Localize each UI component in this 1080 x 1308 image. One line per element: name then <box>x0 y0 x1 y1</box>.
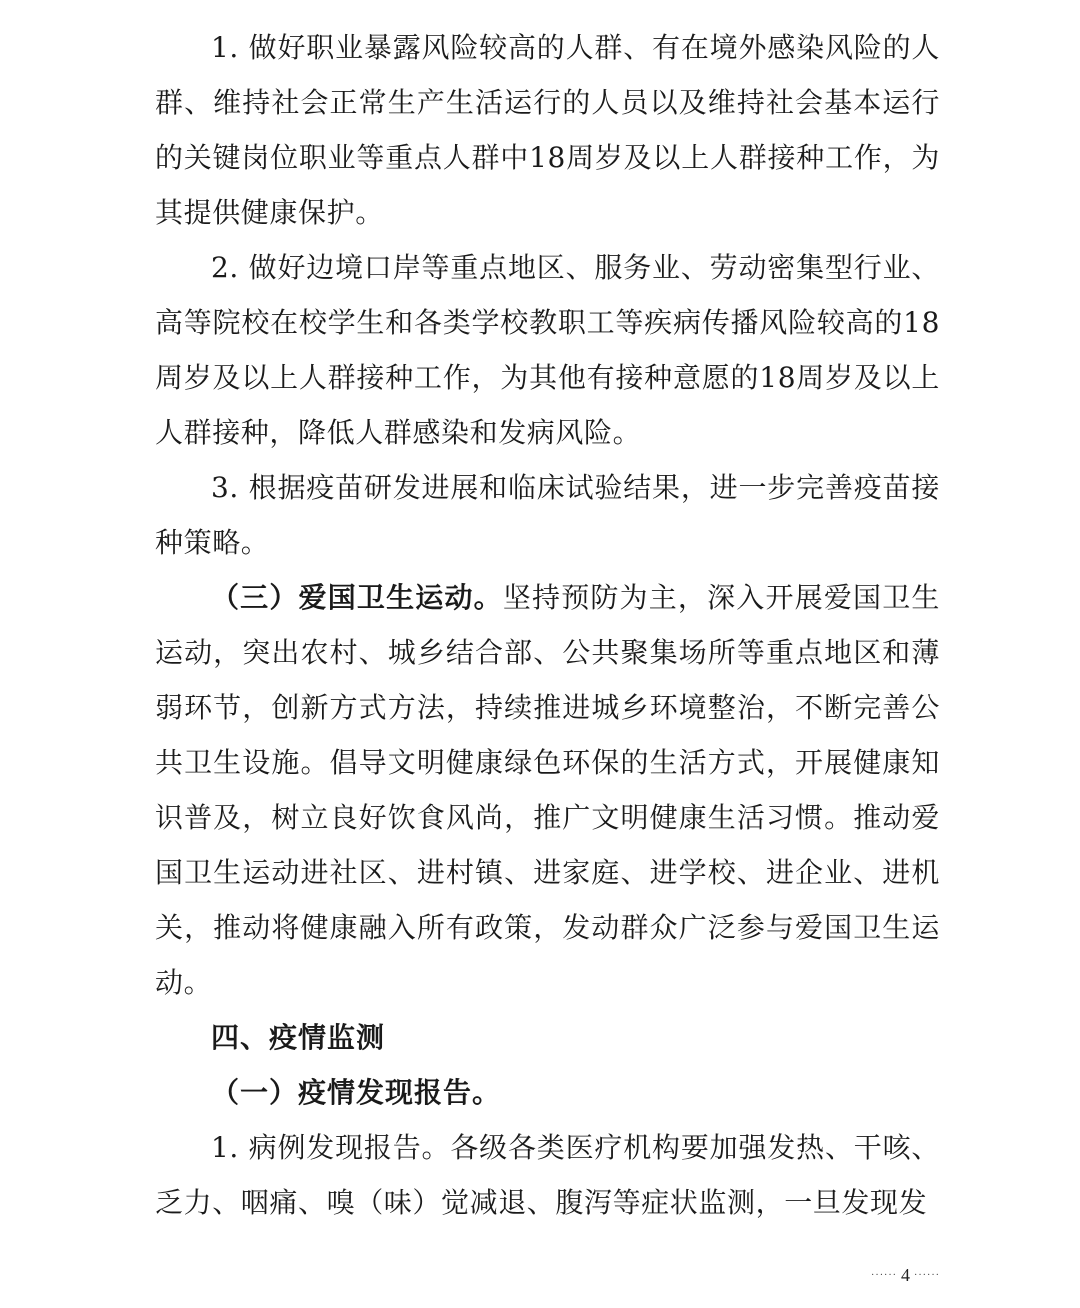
subsection-heading-case-reporting: （一）疫情发现报告。 <box>211 1076 502 1109</box>
document-body <box>155 20 940 1230</box>
footer-dots-left: ······ <box>871 1270 898 1281</box>
paragraph-high-risk-areas-vaccination: 2. 做好边境口岸等重点地区、服务业、劳动密集型行业、高等院校在校学生和各类学校教职工等疾病传播风险较高的18周岁及以上人群接种工作，为其他有接种意愿的18周岁及以上人群接种，降低人群感染和发病风险。 <box>155 251 940 449</box>
paragraph-key-groups-vaccination: 1. 做好职业暴露风险较高的人群、有在境外感染风险的人群、维持社会正常生产生活运行的人员以及维持社会基本运行的关键岗位职业等重点人群中18周岁及以上人群接种工作，为其提供健康保护。 <box>155 31 940 229</box>
section-heading-epidemic-monitoring: 四、疫情监测 <box>211 1021 386 1054</box>
paragraph-vaccination-strategy: 3. 根据疫苗研发进展和临床试验结果，进一步完善疫苗接种策略。 <box>155 471 940 559</box>
paragraph-patriotic-health-campaign <box>155 570 940 1010</box>
paragraph-case-discovery-report: 1. 病例发现报告。各级各类医疗机构要加强发热、干咳、乏力、咽痛、嗅（味）觉减退、腹泻等症状监测，一旦发现发 <box>155 1131 940 1219</box>
page-number: 4 <box>901 1265 911 1285</box>
page-number-footer <box>871 1265 940 1286</box>
paragraph-body-text: 坚持预防为主，深入开展爱国卫生运动，突出农村、城乡结合部、公共聚集场所等重点地区和薄弱环节，创新方式方法，持续推进城乡环境整治，不断完善公共卫生设施。倡导文明健康绿色环保的生活方式，开展健康知识普及，树立良好饮食风尚，推广文明健康生活习惯。推动爱国卫生运动进社区、进村镇、进家庭、进学校、进企业、进机关，推动将健康融入所有政策，发动群众广泛参与爱国卫生运动。 <box>155 581 940 999</box>
footer-dots-right: ······ <box>914 1270 940 1281</box>
paragraph-lead-title: （三）爱国卫生运动。 <box>211 581 503 614</box>
